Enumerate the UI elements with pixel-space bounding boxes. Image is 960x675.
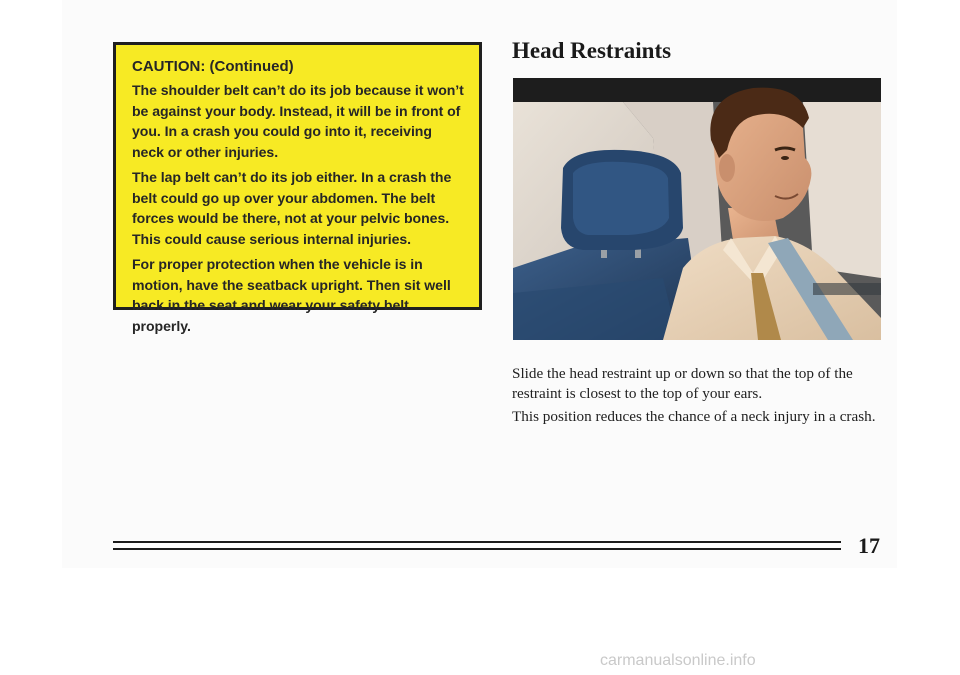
page-number: 17 [858, 533, 880, 558]
instruction-paragraph: Slide the head restraint up or down so that the top of the restraint is closest to the top of your ears. [512, 365, 853, 402]
head-restraint-illustration [513, 78, 881, 340]
watermark: carmanualsonline.info [600, 652, 756, 669]
caution-paragraph-1: The shoulder belt can’t do its job because it won’t be against your body. Instead, it will be in front of you. In a crash you could go into it, receiving neck or other injuries. [132, 82, 464, 160]
caution-paragraph-3: For proper protection when the vehicle is in motion, have the seatback upright. Then sit well back in the seat and wear your safety belt properly. [132, 256, 451, 334]
safety-paragraph: This position reduces the chance of a neck injury in a crash. [512, 408, 876, 425]
footer-rule-bottom [113, 548, 841, 550]
footer-rule-top [113, 541, 841, 543]
driver-illustration [513, 78, 881, 340]
caution-title: CAUTION: (Continued) [132, 58, 294, 75]
caution-box [113, 42, 482, 334]
caution-paragraph-2: The lap belt can’t do its job either. In a crash the belt could go up over your abdomen. The belt forces would be there, not at your pelvic bones. This could cause serious internal injuries. [132, 169, 452, 247]
section-title: Head Restraints [512, 38, 672, 63]
